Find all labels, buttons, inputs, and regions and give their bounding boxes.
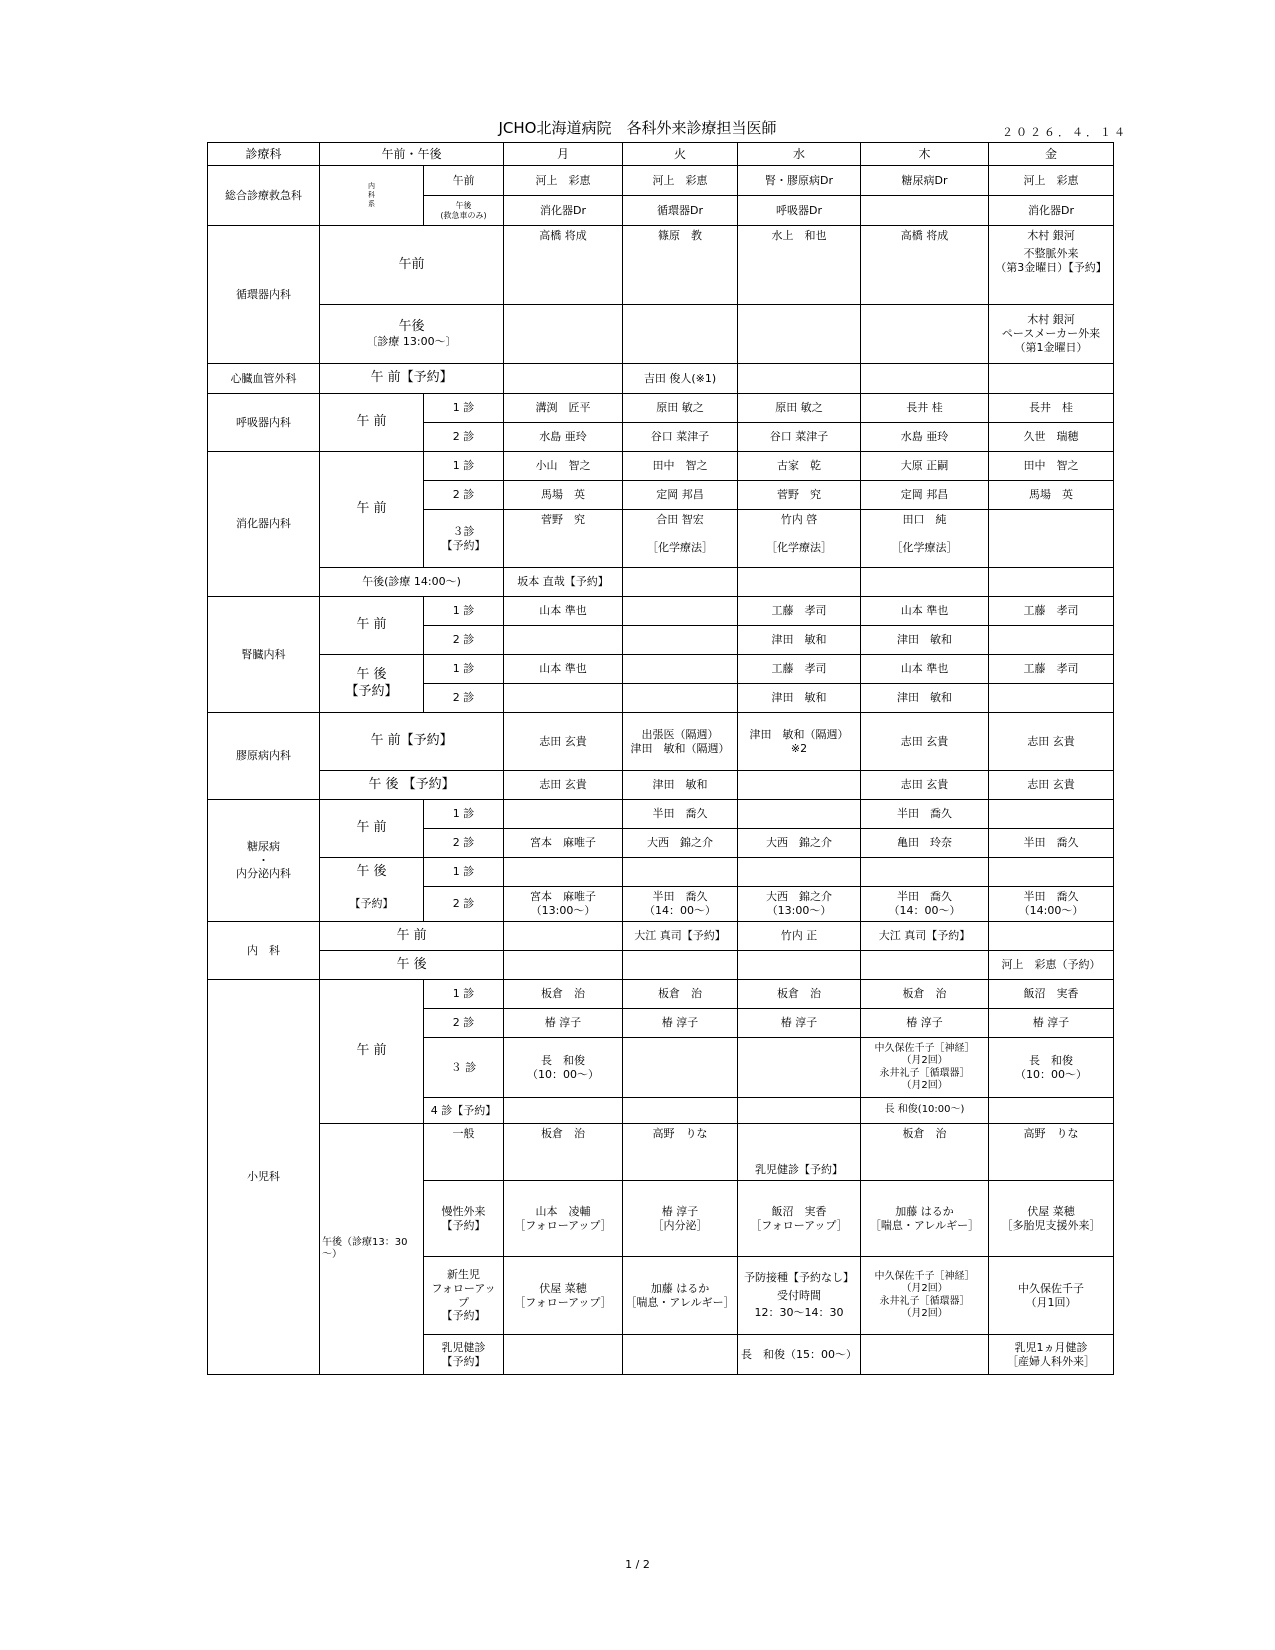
cardio-am: 午前 [320,226,504,305]
arrhythmia-clinic: 不整脈外来 （第3金曜日）【予約】 [995,246,1107,274]
cell: 呼吸器Dr [738,196,861,226]
dept-cvs: 心臓血管外科 [208,364,320,394]
cell [623,1098,738,1124]
cell: 水上 和也 [738,226,861,305]
cell: 大江 真司【予約】 [623,922,738,951]
cell [504,922,623,951]
cell: 定岡 邦昌 [861,481,989,510]
cell [504,858,623,887]
cell: 半田 喬久 （14:00～） [989,887,1114,922]
cell [738,800,861,829]
schedule-table [207,142,1114,1375]
room: 1 診 [424,858,504,887]
room: 1 診 [424,800,504,829]
cell: 宮本 麻唯子 （13:00～） [504,887,623,922]
cell [989,684,1114,713]
cell: 半田 喬久 [989,829,1114,858]
cell: 長 和俊 （10：00～） [504,1038,623,1098]
cell: 工藤 孝司 [989,597,1114,626]
cell: 篠原 教 [623,226,738,305]
cell-fri [989,226,1114,305]
page-number: 1 / 2 [625,1558,650,1571]
cell: 山本 準也 [504,655,623,684]
cell: 飯沼 実香 [989,980,1114,1009]
cell: 津田 敏和（隔週） ※2 [738,713,861,771]
dept-general: 総合診療救急科 [208,166,320,226]
resp-am: 午 前 [320,394,424,452]
cell: 山本 準也 [504,597,623,626]
cell: 椿 淳子 [623,1009,738,1038]
cell: 原田 敏之 [623,394,738,423]
cell: 椿 淳子 [989,1009,1114,1038]
room: 2 診 [424,887,504,922]
cell: 腎・膠原病Dr [738,166,861,196]
cell [504,626,623,655]
cardio-pm [320,305,504,364]
cell: 志田 玄貴 [989,713,1114,771]
page-title: JCHO北海道病院 各科外来診療担当医師 [498,119,777,137]
cell: 亀田 玲奈 [861,829,989,858]
cell [623,568,738,597]
coll-pm: 午 後 【予約】 [320,771,504,800]
dept-gi: 消化器内科 [208,452,320,597]
room: 2 診 [424,684,504,713]
gi-pm: 午後(診療 14:00～) [320,568,504,597]
cell [623,626,738,655]
cell [861,364,989,394]
peds-am: 午 前 [320,980,424,1124]
cell [989,626,1114,655]
cell: 志田 玄貴 [504,713,623,771]
cell [989,568,1114,597]
cell: 高野 りな [623,1124,738,1181]
im-pm: 午 後 [320,951,504,980]
cell [861,858,989,887]
cell [861,196,989,226]
cell: 山本 準也 [861,655,989,684]
cell: 原田 敏之 [738,394,861,423]
cell: 予防接種【予約なし】 受付時間 12：30～14：30 [738,1257,861,1335]
cell: 馬場 英 [989,481,1114,510]
general-sub: 内 科 系 [320,166,424,226]
cell: 高橋 将成 [504,226,623,305]
general-pm-note: (救急車のみ) [440,210,487,220]
room: ３診 【予約】 [424,510,504,568]
dept-resp: 呼吸器内科 [208,394,320,452]
cell [623,597,738,626]
cell: 加藤 はるか ［喘息・アレルギー］ [623,1257,738,1335]
cell: 木村 銀河 [1027,229,1075,242]
peds-pm: 午後（診療13：30～） [320,1124,424,1375]
cell [989,1098,1114,1124]
cell: 河上 彩恵（予約） [989,951,1114,980]
dm-am: 午 前 [320,800,424,858]
cardio-pm-label: 午後 [398,319,425,334]
cardio-pm-note: 〔診療 13:00～〕 [366,335,457,349]
cell [861,951,989,980]
cell: 乳児健診【予約】 [738,1124,861,1181]
dept-renal: 腎臓内科 [208,597,320,713]
cell: 谷口 菜津子 [738,423,861,452]
cell [989,510,1114,568]
col-fri: 金 [989,143,1114,166]
cell [738,858,861,887]
col-time: 午前・午後 [320,143,504,166]
cell [989,858,1114,887]
cell [623,305,738,364]
cell [504,951,623,980]
cell [738,1038,861,1098]
cell: 半田 喬久 （14：00～） [623,887,738,922]
cell: 工藤 孝司 [989,655,1114,684]
dept-diabetes: 糖尿病 ・ 内分泌内科 [208,800,320,922]
cell: 田口 純 ［化学療法］ [861,510,989,568]
room: 2 診 [424,481,504,510]
cell [623,858,738,887]
renal-pm: 午 後 【予約】 [320,655,424,713]
cell: 山本 凌輔 ［フォローアップ］ [504,1181,623,1257]
cell: 水島 亜玲 [861,423,989,452]
room: 2 診 [424,626,504,655]
cell: 津田 敏和 [738,684,861,713]
col-wed: 水 [738,143,861,166]
cell: 大江 真司【予約】 [861,922,989,951]
cell [738,305,861,364]
im-am: 午 前 [320,922,504,951]
header-row [208,143,1114,166]
dm-pm-note: 【予約】 [320,887,424,922]
cell [861,568,989,597]
cell [623,1038,738,1098]
room: 1 診 [424,452,504,481]
pacemaker-clinic: 木村 銀河 ペースメーカー外来 （第1金曜日） [989,305,1114,364]
cell: 小山 智之 [504,452,623,481]
dept-pediatrics: 小児科 [208,980,320,1375]
renal-am: 午 前 [320,597,424,655]
dept-internal: 内 科 [208,922,320,980]
cell: 高野 りな [989,1124,1114,1181]
room: 慢性外来 【予約】 [424,1181,504,1257]
cell [738,1098,861,1124]
cell: 出張医（隔週） 津田 敏和（隔週） [623,713,738,771]
cell [623,951,738,980]
cell [989,364,1114,394]
cell: 馬場 英 [504,481,623,510]
cell: 津田 敏和 [861,684,989,713]
cell: 板倉 治 [623,980,738,1009]
room: 4 診【予約】 [424,1098,504,1124]
cell: 古家 乾 [738,452,861,481]
cell: 津田 敏和 [738,626,861,655]
cell: 糖尿病Dr [861,166,989,196]
coll-am: 午 前【予約】 [320,713,504,771]
cell: 椿 淳子 [504,1009,623,1038]
cell: 大西 錦之介 [738,829,861,858]
cell: 板倉 治 [861,980,989,1009]
cell: 半田 喬久 [623,800,738,829]
cell [504,305,623,364]
room: 新生児 フォローアップ 【予約】 [424,1257,504,1335]
room: 1 診 [424,597,504,626]
cell: 半田 喬久 （14：00～） [861,887,989,922]
room: 1 診 [424,655,504,684]
cell: 板倉 治 [861,1124,989,1181]
cell: 伏屋 菜穂 ［多胎児支援外来］ [989,1181,1114,1257]
cell: 志田 玄貴 [989,771,1114,800]
cell: 河上 彩恵 [989,166,1114,196]
col-thu: 木 [861,143,989,166]
cell: 乳児1ヵ月健診 ［産婦人科外来］ [989,1335,1114,1375]
room: 1 診 [424,980,504,1009]
cell: 大西 錦之介 （13:00～） [738,887,861,922]
cell [738,771,861,800]
cell: 長井 桂 [861,394,989,423]
cell: 谷口 菜津子 [623,423,738,452]
cell: 中久保佐千子［神経］ （月2回） 永井礼子［循環器］ （月2回） [861,1038,989,1098]
general-pm [424,196,504,226]
cell [738,364,861,394]
cell: 長 和俊 （10：00～） [989,1038,1114,1098]
cell: 工藤 孝司 [738,655,861,684]
cell: 志田 玄貴 [861,713,989,771]
room: 一般 [424,1124,504,1181]
cell [504,800,623,829]
cell: 加藤 はるか ［喘息・アレルギー］ [861,1181,989,1257]
cell [504,364,623,394]
cell: 河上 彩恵 [504,166,623,196]
cell: 大西 錦之介 [623,829,738,858]
room: 1 診 [424,394,504,423]
cell: 消化器Dr [504,196,623,226]
cell: 定岡 邦昌 [623,481,738,510]
dm-pm: 午 後 [320,858,424,887]
col-tue: 火 [623,143,738,166]
cell: 竹内 啓 ［化学療法］ [738,510,861,568]
cell: 吉田 俊人(※1) [623,364,738,394]
cell [989,800,1114,829]
room: ３ 診 [424,1038,504,1098]
dept-collagen: 膠原病内科 [208,713,320,800]
cell: 田中 智之 [989,452,1114,481]
cell: 椿 淳子 ［内分泌］ [623,1181,738,1257]
room: 乳児健診 【予約】 [424,1335,504,1375]
cell: 菅野 究 [738,481,861,510]
cell [623,655,738,684]
cell: 津田 敏和 [623,771,738,800]
cell: 中久保佐千子 （月1回） [989,1257,1114,1335]
dept-cardio: 循環器内科 [208,226,320,364]
room: 2 診 [424,1009,504,1038]
cell: 飯沼 実香 ［フォローアップ］ [738,1181,861,1257]
cell [738,568,861,597]
issue-date: ２０２６．４．１４ [1002,126,1128,139]
cell: 志田 玄貴 [861,771,989,800]
cell [504,1098,623,1124]
cell: 志田 玄貴 [504,771,623,800]
cell [861,1335,989,1375]
cell: 坂本 直哉【予約】 [504,568,623,597]
cell: 消化器Dr [989,196,1114,226]
cell: 長井 桂 [989,394,1114,423]
cell: 菅野 究 [504,510,623,568]
cell: 椿 淳子 [861,1009,989,1038]
gi-am: 午 前 [320,452,424,568]
cell [738,951,861,980]
cell: 伏屋 菜穂 ［フォローアップ］ [504,1257,623,1335]
room: 2 診 [424,829,504,858]
col-dept: 診療科 [208,143,320,166]
cell: 大原 正嗣 [861,452,989,481]
cell: 循環器Dr [623,196,738,226]
cell: 山本 準也 [861,597,989,626]
cvs-am: 午 前【予約】 [320,364,504,394]
cell: 板倉 治 [738,980,861,1009]
cell: 工藤 孝司 [738,597,861,626]
cell: 田中 智之 [623,452,738,481]
cell: 宮本 麻唯子 [504,829,623,858]
cell: 板倉 治 [504,980,623,1009]
cell [504,1335,623,1375]
cell: 半田 喬久 [861,800,989,829]
cell: 板倉 治 [504,1124,623,1181]
cell: 長 和俊(10:00～) [861,1098,989,1124]
cell [623,684,738,713]
cell: 合田 智宏 ［化学療法］ [623,510,738,568]
room: 2 診 [424,423,504,452]
cell: 竹内 正 [738,922,861,951]
cell: 椿 淳子 [738,1009,861,1038]
cell [504,684,623,713]
cell [861,305,989,364]
cell: 久世 瑞穂 [989,423,1114,452]
cell: 河上 彩恵 [623,166,738,196]
cell: 溝渕 匠平 [504,394,623,423]
col-mon: 月 [504,143,623,166]
cell [623,1335,738,1375]
cell: 長 和俊（15：00～） [738,1335,861,1375]
cell: 水島 亜玲 [504,423,623,452]
cell: 中久保佐千子［神経］ （月2回） 永井礼子［循環器］ （月2回） [861,1257,989,1335]
cell: 高橋 将成 [861,226,989,305]
cell [989,922,1114,951]
general-pm-label: 午後 [455,200,472,210]
general-am: 午前 [424,166,504,196]
cell: 津田 敏和 [861,626,989,655]
